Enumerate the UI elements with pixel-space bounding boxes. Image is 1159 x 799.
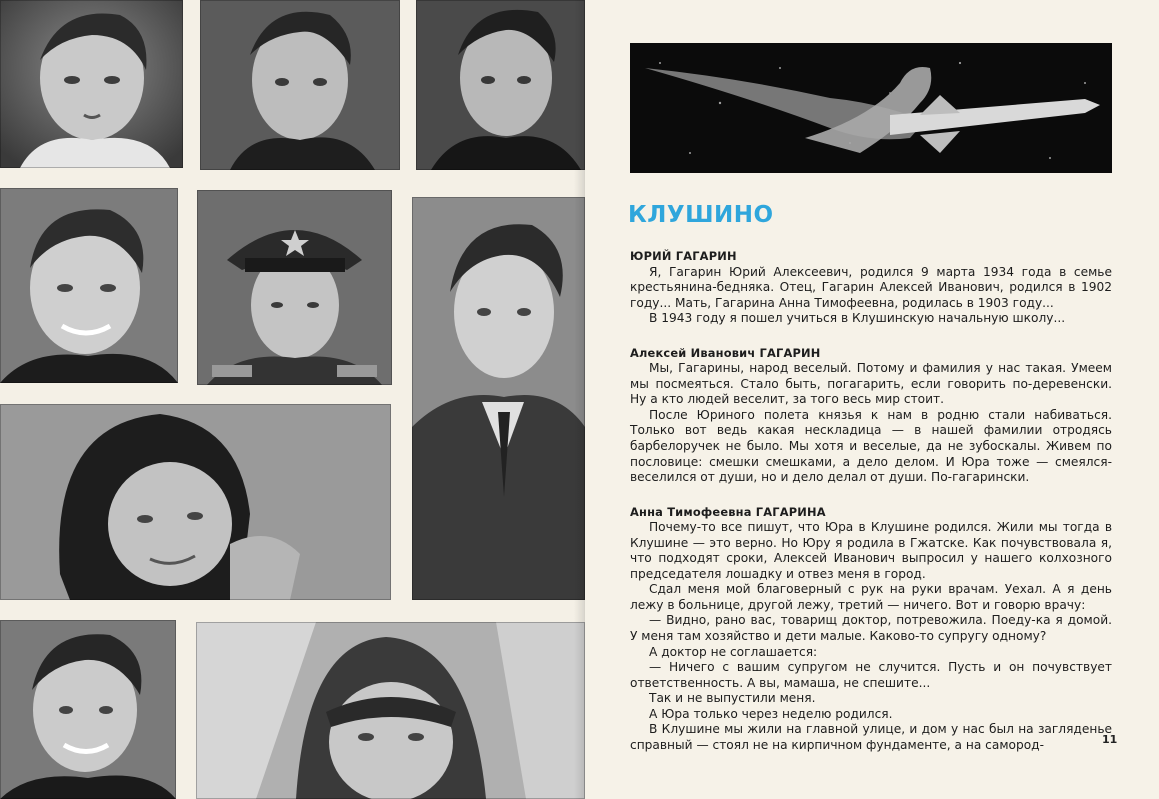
portrait-photo-young-2 [200,0,400,170]
paragraph: Так и не выпустили меня. [649,691,816,706]
speaker-name: Алексей Иванович ГАГАРИН [630,345,821,360]
paragraph: В 1943 году я пошел учиться в Клушинскую начальную школу... [649,311,1066,326]
speaker-name: ЮРИЙ ГАГАРИН [630,249,737,263]
space-rocket-figure-photo [630,43,1112,173]
portrait-photo-flight-helmet [0,404,391,600]
portrait-photo-smiling [0,188,178,383]
paragraph: В Клушине мы жили на главной улице, и дом у нас был на загляденье справный — стоял не на кирпичном фундаменте, а на самород- [630,722,1112,752]
paragraph: А Юра только через неделю родился. [649,706,893,721]
portrait-photo-young-1 [0,0,183,168]
portrait-photo-cockpit [196,622,585,799]
speaker-name: Анна Тимофеевна ГАГАРИНА [630,504,826,519]
paragraph: А доктор не соглашается: [649,644,818,659]
paragraph: Сдал меня мой благоверный с рук на руки врачам. Уехал. А я день лежу в больнице, другой лежу, третий — ничего. Вот и говорю врачу: [630,582,1112,612]
paragraph: После Юриного полета князья к нам в родню стали набиваться. Только вот ведь какая нескладица — в нашей фамилии отродясь барбелоручек не было. Мы хотя и веселые, да не зубоскалы. Живем по пословице: смешки смешками, а дело делом. И Юра тоже — смеялся-веселился от души, но и дело делал от души. По-гагарински. [630,407,1112,485]
paragraph: Мы, Гагарины, народ веселый. Потому и фамилия у нас такая. Умеем мы посмеяться. Стало быть, погагарить, если говорить по-деревенски. Ну а кто людей веселит, за того весь мир стоит. [630,361,1112,407]
right-page [585,0,1159,799]
portrait-photo-suit [412,197,585,600]
paragraph: Я, Гагарин Юрий Алексеевич, родился 9 марта 1934 года в семье крестьянина-бедняка. Отец, Гагарин Алексей Иванович, родился в 1902 году... Мать, Гагарина Анна Тимофеевна, родилась в 1903 году... [630,264,1112,310]
paragraph: — Видно, рано вас, товарищ доктор, потревожила. Поеду-ка я домой. У меня там хозяйство и дети малые. Каково-то супругу одному? [630,613,1112,644]
portrait-photo-military-cap [197,190,392,385]
paragraph: Почему-то все пишут, что Юра в Клушине родился. Жили мы тогда в Клушине — это верно. Но Юру я родила в Гжатске. Как почувствовала я, что подходят сроки, Алексей Иванович выпросил у нашего колхозного председателя лошадку и отвез меня в город. [630,520,1112,581]
portrait-photo-smiling-2 [0,620,176,799]
page-number: 11 [1102,733,1118,746]
paragraph: — Ничего с вашим супругом не случится. Пусть и он почувствует ответственность. А вы, мамаша, не спешите... [630,660,1112,690]
portrait-photo-uniform-1 [416,0,585,170]
chapter-title: КЛУШИНО [628,202,774,228]
memoir-text [630,249,1112,753]
